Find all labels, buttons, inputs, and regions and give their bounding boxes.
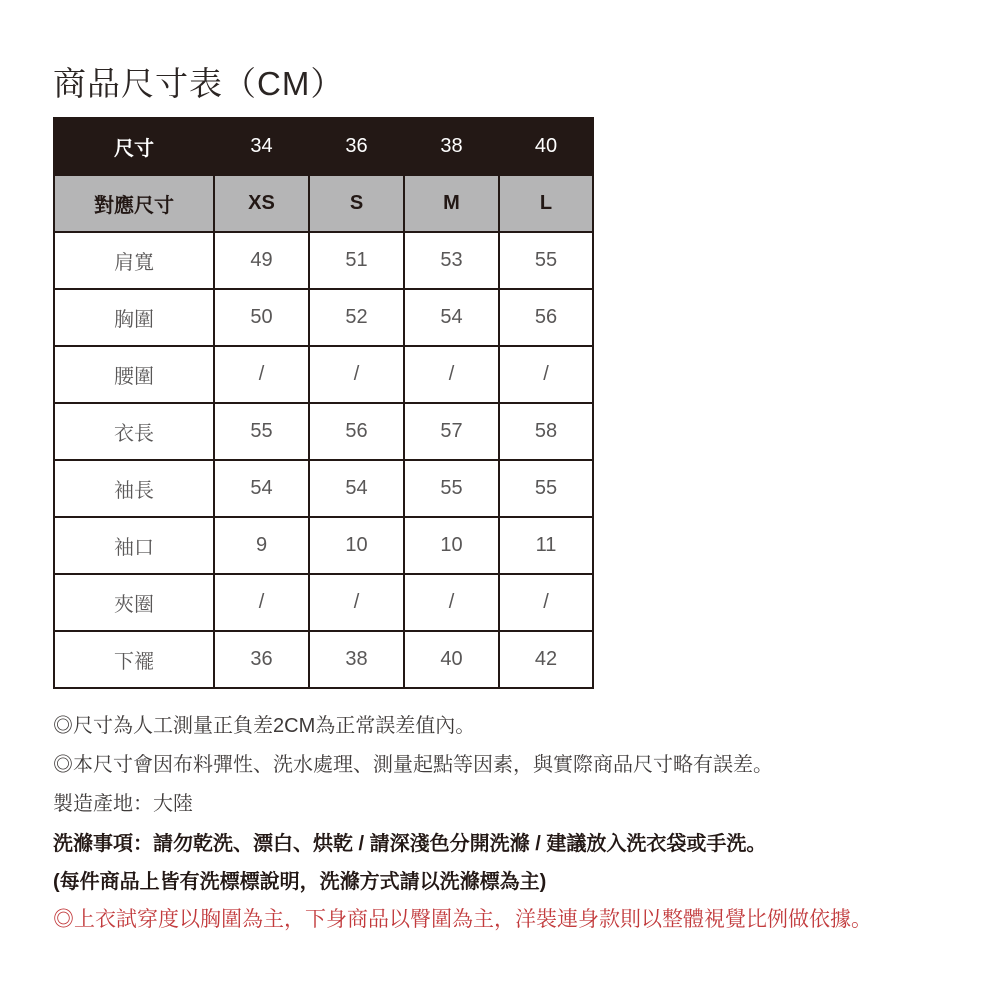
table-cell: 58 bbox=[499, 403, 593, 460]
table-row-waist bbox=[54, 346, 593, 403]
table-cell: 9 bbox=[214, 517, 309, 574]
size-table bbox=[53, 117, 594, 689]
table-cell: 55 bbox=[404, 460, 499, 517]
note-washing: 洗滌事項：請勿乾洗、漂白、烘乾 / 請深淺色分開洗滌 / 建議放入洗衣袋或手洗。 bbox=[53, 833, 767, 855]
table-cell: / bbox=[404, 346, 499, 403]
table-cell: / bbox=[499, 574, 593, 631]
row-label: 袖口 bbox=[54, 517, 214, 574]
row-label: 衣長 bbox=[54, 403, 214, 460]
table-header-row bbox=[54, 118, 593, 175]
table-cell: 38 bbox=[309, 631, 404, 688]
table-cell: 36 bbox=[214, 631, 309, 688]
table-row-armhole bbox=[54, 574, 593, 631]
header-size-value: 34 bbox=[214, 118, 309, 175]
table-cell: 51 bbox=[309, 232, 404, 289]
row-label: 袖長 bbox=[54, 460, 214, 517]
table-row-shoulder bbox=[54, 232, 593, 289]
subheader-label: 對應尺寸 bbox=[54, 175, 214, 232]
note-variance: ◎本尺寸會因布料彈性、洗水處理、測量起點等因素，與實際商品尺寸略有誤差。 bbox=[53, 754, 773, 776]
row-label: 腰圍 bbox=[54, 346, 214, 403]
table-cell: 49 bbox=[214, 232, 309, 289]
table-cell: 56 bbox=[499, 289, 593, 346]
table-cell: 53 bbox=[404, 232, 499, 289]
page-title: 商品尺寸表（CM） bbox=[53, 65, 345, 102]
table-row-bust bbox=[54, 289, 593, 346]
table-row-hem bbox=[54, 631, 593, 688]
row-label: 夾圈 bbox=[54, 574, 214, 631]
table-cell: 50 bbox=[214, 289, 309, 346]
note-tolerance: ◎尺寸為人工測量正負差2CM為正常誤差值內。 bbox=[53, 715, 476, 737]
table-cell: 56 bbox=[309, 403, 404, 460]
note-origin: 製造產地：大陸 bbox=[53, 793, 193, 815]
subheader-size-value: S bbox=[309, 175, 404, 232]
row-label: 下襬 bbox=[54, 631, 214, 688]
table-cell: 42 bbox=[499, 631, 593, 688]
table-row-length bbox=[54, 403, 593, 460]
table-cell: 54 bbox=[309, 460, 404, 517]
row-label: 胸圍 bbox=[54, 289, 214, 346]
table-cell: 10 bbox=[309, 517, 404, 574]
note-fit: ◎上衣試穿度以胸圍為主，下身商品以臀圍為主，洋裝連身款則以整體視覺比例做依據。 bbox=[53, 908, 872, 931]
subheader-size-value: M bbox=[404, 175, 499, 232]
header-label: 尺寸 bbox=[54, 118, 214, 175]
table-cell: / bbox=[309, 346, 404, 403]
table-cell: 57 bbox=[404, 403, 499, 460]
table-cell: 40 bbox=[404, 631, 499, 688]
header-size-value: 40 bbox=[499, 118, 593, 175]
note-washing-sub: (每件商品上皆有洗標標說明，洗滌方式請以洗滌標為主) bbox=[53, 871, 547, 893]
table-cell: / bbox=[499, 346, 593, 403]
table-row-sleeve-length bbox=[54, 460, 593, 517]
table-cell: 55 bbox=[214, 403, 309, 460]
table-cell: / bbox=[214, 346, 309, 403]
table-cell: 11 bbox=[499, 517, 593, 574]
header-size-value: 38 bbox=[404, 118, 499, 175]
table-cell: / bbox=[214, 574, 309, 631]
table-cell: / bbox=[404, 574, 499, 631]
table-row-cuff bbox=[54, 517, 593, 574]
table-cell: 54 bbox=[214, 460, 309, 517]
table-cell: 55 bbox=[499, 232, 593, 289]
table-cell: 54 bbox=[404, 289, 499, 346]
table-cell: 10 bbox=[404, 517, 499, 574]
table-cell: 52 bbox=[309, 289, 404, 346]
table-cell: 55 bbox=[499, 460, 593, 517]
table-subheader-row bbox=[54, 175, 593, 232]
table-cell: / bbox=[309, 574, 404, 631]
row-label: 肩寬 bbox=[54, 232, 214, 289]
subheader-size-value: XS bbox=[214, 175, 309, 232]
notes-section bbox=[53, 714, 872, 947]
header-size-value: 36 bbox=[309, 118, 404, 175]
subheader-size-value: L bbox=[499, 175, 593, 232]
